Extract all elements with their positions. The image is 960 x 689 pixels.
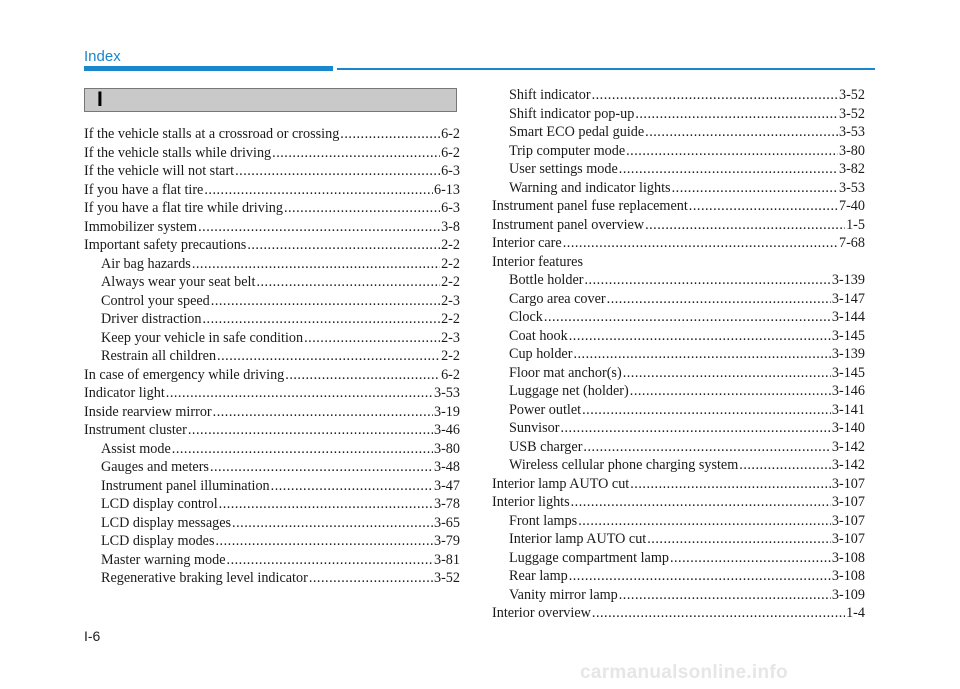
index-entry xyxy=(84,384,460,403)
index-letter: I xyxy=(97,88,103,111)
index-entry xyxy=(84,236,460,255)
leader-dots xyxy=(271,477,433,496)
leader-dots xyxy=(198,218,440,237)
index-entry-page: 3-53 xyxy=(433,385,460,401)
index-entry-label: User settings mode xyxy=(509,161,618,177)
leader-dots xyxy=(192,255,440,274)
index-entry xyxy=(84,125,460,144)
index-entry xyxy=(492,86,865,105)
index-entry-label: Interior lamp AUTO cut xyxy=(509,531,647,547)
index-entry xyxy=(84,403,460,422)
index-entry xyxy=(84,144,460,163)
index-entry-label: Instrument cluster xyxy=(84,422,187,438)
index-entry-label: Trip computer mode xyxy=(509,142,626,159)
leader-dots xyxy=(573,345,830,364)
index-entry xyxy=(84,347,460,366)
leader-dots xyxy=(188,421,433,440)
index-entry-label: Instrument panel fuse replacement xyxy=(492,198,688,214)
index-entry xyxy=(492,475,865,494)
leader-dots xyxy=(623,364,831,383)
index-entry-label: Driver distraction xyxy=(101,311,202,327)
index-entry-label: Indicator light xyxy=(84,385,165,401)
index-entry xyxy=(84,329,460,348)
index-entry-label: Sunvisor xyxy=(509,420,560,436)
leader-dots xyxy=(272,144,440,163)
leader-dots xyxy=(630,382,831,401)
index-entry-page: 2-2 xyxy=(441,255,460,272)
leader-dots xyxy=(211,292,440,311)
index-entry xyxy=(492,401,865,420)
section-title: Index xyxy=(84,48,121,65)
index-entry-page: 3-79 xyxy=(433,533,460,549)
index-entry-label: Front lamps xyxy=(509,512,578,529)
index-entry-label: Master warning mode xyxy=(101,551,226,568)
index-entry xyxy=(492,234,865,253)
index-entry xyxy=(492,142,865,161)
page-number: I-6 xyxy=(84,628,101,644)
index-entry-label: Cup holder xyxy=(509,346,573,362)
index-entry-page: 3-146 xyxy=(831,383,865,399)
index-entry xyxy=(84,514,460,533)
index-entry xyxy=(84,421,460,440)
leader-dots xyxy=(607,290,831,309)
index-entry-page: 3-140 xyxy=(831,420,865,436)
index-entry-page: 3-108 xyxy=(831,568,865,584)
index-entry-page: 3-139 xyxy=(831,346,865,362)
leader-dots xyxy=(670,549,831,568)
index-entry-label: Rear lamp xyxy=(509,568,568,584)
index-entry-label: Power outlet xyxy=(509,401,582,418)
index-entry-label: Important safety precautions xyxy=(84,237,247,253)
index-entry-label: LCD display messages xyxy=(101,514,232,531)
index-entry-page: 1-5 xyxy=(846,216,865,233)
index-entry xyxy=(492,179,865,198)
index-entry-label: Restrain all children xyxy=(101,348,217,364)
index-entry xyxy=(492,419,865,438)
index-entry-page: 3-48 xyxy=(433,459,460,475)
index-entry xyxy=(84,532,460,551)
index-entry xyxy=(84,199,460,218)
index-entry-label: Floor mat anchor(s) xyxy=(509,364,622,381)
index-entry-label: Interior lamp AUTO cut xyxy=(492,475,630,492)
index-entry-label: Instrument panel overview xyxy=(492,216,645,233)
index-entry xyxy=(492,438,865,457)
index-entry-page: 7-68 xyxy=(838,235,865,251)
index-entry xyxy=(492,308,865,327)
leader-dots xyxy=(172,440,433,459)
index-entry xyxy=(492,197,865,216)
index-entry xyxy=(492,216,865,235)
index-entry-page: 2-2 xyxy=(441,311,460,327)
index-entry-page: 3-47 xyxy=(433,477,460,494)
index-entry-page: 6-2 xyxy=(441,366,460,383)
index-entry-page: 7-40 xyxy=(838,198,865,214)
index-entry-page: 3-53 xyxy=(838,124,865,140)
index-entry-label: Always wear your seat belt xyxy=(101,274,256,290)
index-entry-label: Interior care xyxy=(492,235,562,251)
index-entry-label: Assist mode xyxy=(101,440,171,457)
leader-dots xyxy=(166,384,433,403)
leader-dots xyxy=(592,86,838,105)
index-entry-page: 3-139 xyxy=(831,272,865,288)
leader-dots xyxy=(210,458,433,477)
index-entry xyxy=(492,105,865,124)
leader-dots xyxy=(235,162,440,181)
leader-dots xyxy=(284,199,440,218)
index-entry-label: Luggage compartment lamp xyxy=(509,549,669,566)
index-entry-label: Bottle holder xyxy=(509,272,584,288)
leader-dots xyxy=(635,105,838,124)
leader-dots xyxy=(563,234,838,253)
index-entry-label: Control your speed xyxy=(101,292,210,309)
index-entry xyxy=(84,495,460,514)
index-entry xyxy=(492,493,865,512)
index-entry-page: 3-52 xyxy=(838,105,865,122)
index-entry-page: 3-82 xyxy=(838,161,865,177)
index-entry xyxy=(492,512,865,531)
leader-dots xyxy=(340,125,440,144)
leader-dots xyxy=(592,604,845,623)
index-entry-label: Immobilizer system xyxy=(84,218,198,235)
index-entry xyxy=(492,253,865,272)
leader-dots xyxy=(571,493,831,512)
index-entry-page: 2-2 xyxy=(441,274,460,290)
index-entry xyxy=(84,551,460,570)
index-entry-page: 3-107 xyxy=(831,475,865,492)
index-entry xyxy=(492,456,865,475)
index-entry-page: 6-3 xyxy=(441,200,460,216)
index-entry-label: Interior overview xyxy=(492,605,591,621)
index-entry-page: 3-80 xyxy=(838,142,865,159)
index-entry-label: Shift indicator xyxy=(509,87,591,103)
index-entry-label: Interior lights xyxy=(492,494,570,510)
index-entry-page: 3-107 xyxy=(831,494,865,510)
index-entry xyxy=(492,271,865,290)
index-entry-page: 3-107 xyxy=(831,531,865,547)
index-entry-label: Keep your vehicle in safe condition xyxy=(101,329,304,346)
leader-dots xyxy=(569,567,831,586)
index-entry-label: Coat hook xyxy=(509,327,568,344)
index-entry xyxy=(84,440,460,459)
index-entry xyxy=(84,569,460,588)
index-entry xyxy=(492,549,865,568)
index-entry-page: 3-145 xyxy=(831,327,865,344)
leader-dots xyxy=(213,403,433,422)
index-entry-page: 2-3 xyxy=(441,329,460,346)
index-entry-label: If you have a flat tire while driving xyxy=(84,200,283,216)
index-entry xyxy=(492,586,865,605)
leader-dots xyxy=(217,347,440,366)
index-entry-page: 1-4 xyxy=(846,605,865,621)
leader-dots xyxy=(309,569,433,588)
index-entry-label: LCD display modes xyxy=(101,533,215,549)
leader-dots xyxy=(569,327,831,346)
leader-dots xyxy=(578,512,831,531)
leader-dots xyxy=(202,310,440,329)
leader-dots xyxy=(582,401,831,420)
index-entry-label: Cargo area cover xyxy=(509,290,606,307)
leader-dots xyxy=(626,142,838,161)
index-entry-page: 3-144 xyxy=(831,309,865,325)
index-entry-page: 6-13 xyxy=(433,181,460,198)
index-entry xyxy=(492,364,865,383)
index-entry xyxy=(84,218,460,237)
index-entry-label: Interior features xyxy=(492,253,583,270)
index-entry-page: 3-147 xyxy=(831,290,865,307)
index-entry-page: 6-2 xyxy=(441,126,460,142)
index-entry xyxy=(84,477,460,496)
index-entry-page: 2-3 xyxy=(441,292,460,309)
index-entry-page: 3-141 xyxy=(831,401,865,418)
leader-dots xyxy=(560,419,830,438)
index-entry xyxy=(492,123,865,142)
index-entry xyxy=(84,292,460,311)
index-entry-page: 3-80 xyxy=(433,440,460,457)
header-rule-thin xyxy=(337,68,875,70)
leader-dots xyxy=(739,456,831,475)
index-entry xyxy=(492,345,865,364)
index-entry-page: 2-2 xyxy=(441,237,460,253)
index-entry xyxy=(84,273,460,292)
index-entry-label: Warning and indicator lights xyxy=(509,179,671,196)
index-entry xyxy=(492,327,865,346)
index-entry xyxy=(492,160,865,179)
leader-dots xyxy=(689,197,838,216)
leader-dots xyxy=(645,123,838,142)
index-entry-label: Shift indicator pop-up xyxy=(509,105,635,122)
header-rule-thick xyxy=(84,66,333,71)
index-entry-page: 3-52 xyxy=(838,87,865,103)
index-entry-page: 3-81 xyxy=(433,551,460,568)
index-entry-label: Inside rearview mirror xyxy=(84,403,212,420)
index-entry xyxy=(492,604,865,623)
leader-dots xyxy=(204,181,433,200)
leader-dots xyxy=(544,308,831,327)
index-entry xyxy=(84,366,460,385)
leader-dots xyxy=(227,551,433,570)
index-entry-page: 3-19 xyxy=(433,403,460,420)
index-entry xyxy=(84,310,460,329)
leader-dots xyxy=(619,586,831,605)
index-column-right xyxy=(492,86,865,623)
leader-dots xyxy=(584,271,830,290)
index-letter-header xyxy=(84,88,457,112)
index-entry-page: 6-3 xyxy=(441,163,460,179)
index-entry-label: Regenerative braking level indicator xyxy=(101,570,308,586)
index-entry-label: Luggage net (holder) xyxy=(509,383,629,399)
index-entry-label: If the vehicle stalls at a crossroad or crossing xyxy=(84,126,340,142)
index-entry-page: 2-2 xyxy=(441,348,460,364)
index-entry-label: Instrument panel illumination xyxy=(101,477,270,494)
leader-dots xyxy=(247,236,440,255)
index-entry-label: If you have a flat tire xyxy=(84,181,204,198)
index-entry-page: 3-8 xyxy=(441,218,460,235)
leader-dots xyxy=(645,216,845,235)
index-column-left xyxy=(84,125,460,588)
index-entry-page: 3-109 xyxy=(831,586,865,603)
index-entry-label: Air bag hazards xyxy=(101,255,191,272)
index-entry xyxy=(84,458,460,477)
index-entry xyxy=(492,567,865,586)
index-entry-label: USB charger xyxy=(509,438,583,455)
index-entry xyxy=(492,530,865,549)
index-entry-page: 3-46 xyxy=(433,422,460,438)
leader-dots xyxy=(647,530,831,549)
leader-dots xyxy=(583,438,830,457)
index-entry-page: 3-53 xyxy=(838,179,865,196)
index-entry-label: Clock xyxy=(509,309,543,325)
leader-dots xyxy=(285,366,440,385)
index-entry-page: 3-78 xyxy=(433,496,460,512)
index-entry xyxy=(84,181,460,200)
index-entry-page: 3-52 xyxy=(433,570,460,586)
index-entry-label: In case of emergency while driving xyxy=(84,366,285,383)
leader-dots xyxy=(304,329,440,348)
index-entry-page: 3-108 xyxy=(831,549,865,566)
index-entry-page: 3-65 xyxy=(433,514,460,531)
leader-dots xyxy=(256,273,440,292)
index-entry-page: 3-142 xyxy=(831,438,865,455)
index-entry-label: If the vehicle stalls while driving xyxy=(84,144,272,161)
index-entry xyxy=(492,382,865,401)
index-entry-label: Wireless cellular phone charging system xyxy=(509,457,739,473)
leader-dots xyxy=(216,532,433,551)
index-entry-label: LCD display control xyxy=(101,496,218,512)
leader-dots xyxy=(219,495,433,514)
index-entry xyxy=(84,255,460,274)
watermark: carmanualsonline.info xyxy=(580,662,788,683)
index-entry xyxy=(492,290,865,309)
leader-dots xyxy=(619,160,838,179)
leader-dots xyxy=(630,475,831,494)
leader-dots xyxy=(672,179,838,198)
index-entry-label: Gauges and meters xyxy=(101,459,209,475)
index-entry-label: Smart ECO pedal guide xyxy=(509,124,645,140)
index-entry xyxy=(84,162,460,181)
index-entry-label: Vanity mirror lamp xyxy=(509,586,618,603)
index-entry-page: 3-107 xyxy=(831,512,865,529)
index-entry-label: If the vehicle will not start xyxy=(84,163,235,179)
index-entry-page: 6-2 xyxy=(441,144,460,161)
index-entry-page: 3-142 xyxy=(831,457,865,473)
leader-dots xyxy=(232,514,433,533)
index-entry-page: 3-145 xyxy=(831,364,865,381)
